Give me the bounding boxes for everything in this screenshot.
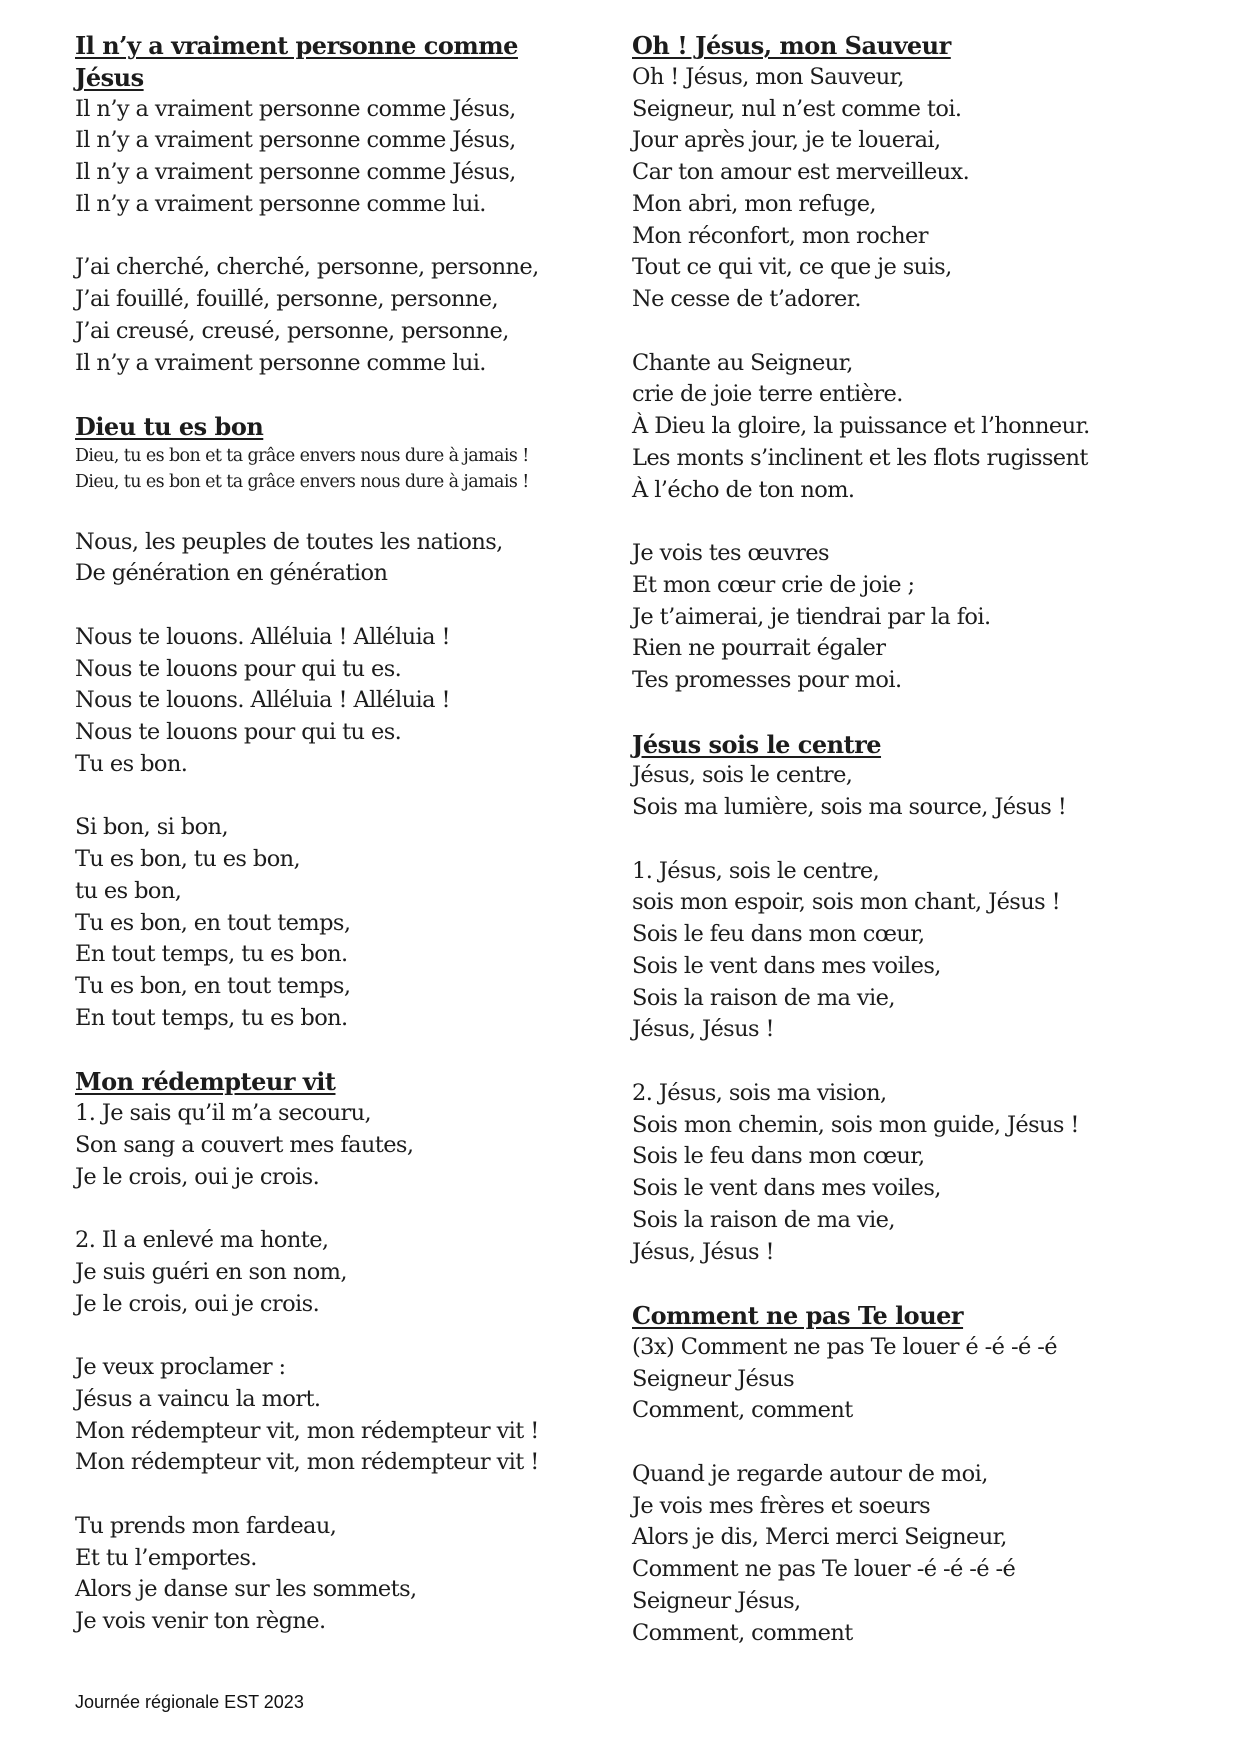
lyric-line: J’ai cherché, cherché, personne, personne,: [75, 254, 539, 281]
stanza: [75, 622, 615, 781]
lyric-line: Quand je regarde autour de moi,: [632, 1460, 988, 1487]
lyric-line: Alors je danse sur les sommets,: [75, 1576, 417, 1603]
lyric-line: crie de joie terre entière.: [632, 381, 903, 408]
lyric-line: Comment, comment: [632, 1397, 853, 1424]
song-title: Comment ne pas Te louer: [632, 1301, 964, 1330]
lyric-line: Sois le feu dans mon cœur,: [632, 921, 925, 947]
lyric-line: (3x) Comment ne pas Te louer é -é -é -é: [632, 1333, 1057, 1360]
lyric-line: Je vois venir ton règne.: [75, 1608, 326, 1634]
lyric-line: Jésus a vaincu la mort.: [75, 1385, 321, 1412]
stanza-gap: [75, 1193, 615, 1225]
lyric-line: Son sang a couvert mes fautes,: [75, 1131, 414, 1158]
stanza-gap: [632, 506, 1212, 538]
stanza-gap: [75, 590, 615, 622]
lyric-line: Alors je dis, Merci merci Seigneur,: [632, 1524, 1007, 1551]
lyric-line: Comment, comment: [632, 1619, 853, 1646]
lyric-line: Tu es bon, en tout temps,: [75, 973, 351, 999]
lyric-line: À Dieu la gloire, la puissance et l’honneur.: [632, 413, 1090, 439]
lyric-line: Ne cesse de t’adorer.: [632, 286, 861, 312]
lyric-line: Il n’y a vraiment personne comme lui.: [75, 190, 486, 217]
stanza: [75, 252, 615, 379]
section-gap: [632, 697, 1212, 729]
stanza: [632, 760, 1212, 824]
lyric-line: Mon abri, mon refuge,: [632, 190, 876, 217]
lyric-line: Nous, les peuples de toutes les nations,: [75, 528, 503, 555]
lyric-line: J’ai creusé, creusé, personne, personne,: [75, 317, 509, 344]
lyric-line: Il n’y a vraiment personne comme Jésus,: [75, 127, 516, 154]
lyric-line: Nous te louons pour qui tu es.: [75, 719, 402, 745]
lyric-line: Oh ! Jésus, mon Sauveur,: [632, 63, 904, 90]
lyric-line: Dieu, tu es bon et ta grâce envers nous dure à jamais !: [75, 471, 529, 492]
section-gap: [632, 1268, 1212, 1300]
lyric-line: Je suis guéri en son nom,: [75, 1258, 347, 1285]
lyric-line: Chante au Seigneur,: [632, 349, 853, 376]
lyric-line: tu es bon,: [75, 877, 182, 904]
song-title: Oh ! Jésus, mon Sauveur: [632, 31, 951, 60]
lyric-line: Je vois mes frères et soeurs: [632, 1492, 931, 1519]
lyric-line: Tout ce qui vit, ce que je suis,: [632, 254, 952, 281]
stanza: [632, 1078, 1212, 1269]
lyric-line: Jésus, sois le centre,: [632, 762, 853, 789]
stanza-gap: [75, 221, 615, 253]
stanza: [632, 538, 1212, 697]
lyric-line: De génération en génération: [75, 560, 388, 587]
lyric-line: 2. Jésus, sois ma vision,: [632, 1079, 887, 1106]
lyric-line: Je vois tes œuvres: [632, 540, 829, 566]
lyric-line: Comment ne pas Te louer -é -é -é -é: [632, 1556, 1016, 1582]
lyric-line: Seigneur Jésus,: [632, 1587, 801, 1614]
lyric-line: Je veux proclamer :: [75, 1354, 286, 1380]
lyric-line: Sois ma lumière, sois ma source, Jésus !: [632, 794, 1067, 820]
stanza-gap: [632, 316, 1212, 348]
lyric-line: Il n’y a vraiment personne comme Jésus,: [75, 159, 516, 185]
song-dieu-tu-es-bon: [75, 379, 615, 1034]
stanza: [75, 812, 615, 1034]
lyric-line: Je le crois, oui je crois.: [75, 1290, 320, 1317]
lyric-line: En tout temps, tu es bon.: [75, 941, 348, 968]
stanza: [75, 1225, 615, 1320]
lyric-line: Jour après jour, je te louerai,: [632, 127, 941, 154]
lyric-line: J’ai fouillé, fouillé, personne, personne,: [75, 286, 499, 312]
lyric-line: Nous te louons. Alléluia ! Alléluia !: [75, 687, 450, 714]
stanza: [75, 1352, 615, 1479]
lyric-line: 1. Jésus, sois le centre,: [632, 857, 880, 884]
lyric-line: Nous te louons pour qui tu es.: [75, 655, 402, 682]
stanza: [75, 94, 615, 221]
song-title: Mon rédempteur vit: [75, 1067, 336, 1097]
lyric-line: Seigneur Jésus: [632, 1365, 795, 1392]
lyric-line: Il n’y a vraiment personne comme Jésus,: [75, 95, 516, 122]
song-jesus-sois-le-centre: [632, 697, 1212, 1269]
lyric-line: sois mon espoir, sois mon chant, Jésus !: [632, 889, 1061, 916]
song-il-n-y-a-vraiment-personne-comme-jesus: [75, 30, 615, 379]
lyric-line: Dieu, tu es bon et ta grâce envers nous dure à jamais !: [75, 445, 529, 466]
lyric-line: Sois le vent dans mes voiles,: [632, 1175, 941, 1201]
lyric-line: Mon rédempteur vit, mon rédempteur vit !: [75, 1417, 539, 1444]
lyric-line: Je le crois, oui je crois.: [75, 1163, 320, 1190]
stanza: [632, 62, 1212, 316]
lyric-line: Jésus, Jésus !: [632, 1016, 774, 1043]
lyric-line: Car ton amour est merveilleux.: [632, 159, 970, 185]
lyric-line: Si bon, si bon,: [75, 814, 228, 841]
lyric-line: Tes promesses pour moi.: [632, 667, 902, 693]
lyric-line: Sois le feu dans mon cœur,: [632, 1143, 925, 1170]
section-gap: [75, 1035, 615, 1067]
left-column: [75, 30, 615, 1638]
lyric-line: Jésus, Jésus !: [632, 1238, 774, 1265]
lyric-line: Et mon cœur crie de joie ;: [632, 571, 915, 598]
stanza: [75, 527, 615, 591]
lyric-line: Je t’aimerai, je tiendrai par la foi.: [632, 603, 991, 630]
lyric-line: 1. Je sais qu’il m’a secouru,: [75, 1100, 372, 1126]
song-title: Jésus sois le centre: [632, 729, 882, 759]
lyric-line: Sois la raison de ma vie,: [632, 984, 895, 1011]
song-title: Il n’y a vraiment personne comme: [75, 31, 518, 60]
stanza-gap: [632, 1427, 1212, 1459]
stanza: [632, 1332, 1212, 1427]
stanza: [75, 1098, 615, 1193]
stanza-gap: [75, 495, 615, 527]
lyric-line: Nous te louons. Alléluia ! Alléluia !: [75, 623, 450, 650]
lyric-line: À l’écho de ton nom.: [632, 476, 855, 503]
lyric-line: Seigneur, nul n’est comme toi.: [632, 95, 962, 122]
lyric-line: Il n’y a vraiment personne comme lui.: [75, 349, 486, 376]
song-title: Dieu tu es bon: [75, 412, 264, 441]
lyric-line: Et tu l’emportes.: [75, 1544, 257, 1571]
song-oh-jesus-mon-sauveur: [632, 30, 1212, 697]
stanza: [632, 1459, 1212, 1650]
lyric-line: Rien ne pourrait égaler: [632, 635, 886, 662]
song-comment-ne-pas-te-louer: [632, 1268, 1212, 1649]
lyric-line: En tout temps, tu es bon.: [75, 1004, 348, 1031]
stanza: [632, 856, 1212, 1047]
song-mon-redempteur-vit: [75, 1035, 615, 1638]
lyric-line: Les monts s’inclinent et les flots rugissent: [632, 444, 1088, 471]
lyric-line: Tu prends mon fardeau,: [75, 1512, 337, 1539]
stanza-gap: [632, 1046, 1212, 1078]
stanza-gap: [75, 781, 615, 813]
lyric-line: Tu es bon.: [75, 750, 188, 777]
page-footer: Journée régionale EST 2023: [75, 1692, 304, 1712]
right-column: [632, 30, 1212, 1649]
lyric-line: Tu es bon, en tout temps,: [75, 909, 351, 936]
lyric-line: Mon rédempteur vit, mon rédempteur vit !: [75, 1449, 539, 1476]
lyric-line: Tu es bon, tu es bon,: [75, 846, 301, 872]
refrain: [75, 443, 615, 495]
stanza-gap: [75, 1479, 615, 1511]
section-gap: [75, 379, 615, 411]
lyric-line: Mon réconfort, mon rocher: [632, 222, 928, 249]
lyric-line: Sois le vent dans mes voiles,: [632, 952, 941, 979]
song-title: Jésus: [75, 62, 144, 92]
stanza: [632, 348, 1212, 507]
lyric-line: Sois mon chemin, sois mon guide, Jésus !: [632, 1111, 1079, 1138]
stanza: [75, 1511, 615, 1638]
lyric-line: 2. Il a enlevé ma honte,: [75, 1227, 329, 1253]
lyric-line: Sois la raison de ma vie,: [632, 1206, 895, 1233]
stanza-gap: [75, 1320, 615, 1352]
stanza-gap: [632, 824, 1212, 856]
